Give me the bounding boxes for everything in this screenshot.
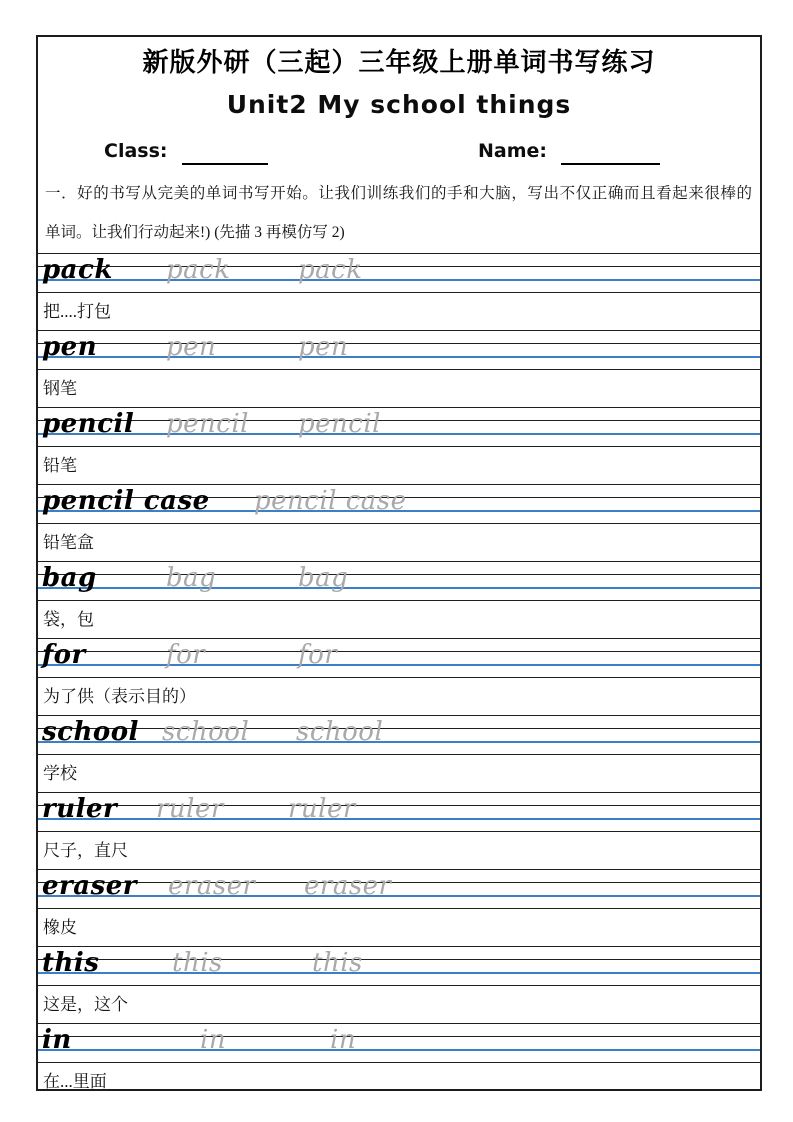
guide-line-baseline-blue — [38, 1049, 760, 1051]
handwriting-guide[interactable]: bag bag bag — [38, 561, 760, 601]
guide-line-top — [38, 253, 760, 254]
word-row-pencil-case — [38, 484, 760, 561]
word-meaning: 钢笔 — [43, 379, 77, 398]
word-row-pack — [38, 253, 760, 330]
handwriting-guide[interactable]: pencil case pencil case — [38, 484, 760, 524]
handwriting-guide[interactable]: eraser eraser eraser — [38, 869, 760, 909]
class-label: Class: — [104, 140, 168, 162]
word-row-in — [38, 1023, 760, 1091]
word-row-for — [38, 638, 760, 715]
guide-line-top — [38, 946, 760, 947]
guide-line-baseline-blue — [38, 818, 760, 820]
instructions-text — [45, 174, 752, 252]
guide-line-top — [38, 484, 760, 485]
guide-line-top — [38, 407, 760, 408]
guide-line-bottom — [38, 754, 760, 755]
handwriting-guide[interactable]: ruler ruler ruler — [38, 792, 760, 832]
handwriting-guide[interactable]: for for for — [38, 638, 760, 678]
guide-line-top — [38, 1023, 760, 1024]
guide-line-top — [38, 715, 760, 716]
guide-line-mid — [38, 728, 760, 729]
guide-line-top — [38, 792, 760, 793]
guide-line-bottom — [38, 369, 760, 370]
guide-line-bottom — [38, 985, 760, 986]
word-meaning: 铅笔 — [43, 456, 77, 475]
word-row-pen — [38, 330, 760, 407]
word-meaning: 铅笔盒 — [43, 533, 94, 552]
word-row-this — [38, 946, 760, 1023]
word-practice-list — [38, 253, 760, 1091]
guide-line-mid — [38, 420, 760, 421]
guide-line-mid — [38, 805, 760, 806]
guide-line-mid — [38, 343, 760, 344]
guide-line-bottom — [38, 446, 760, 447]
handwriting-guide[interactable]: this this this — [38, 946, 760, 986]
word-row-ruler — [38, 792, 760, 869]
handwriting-guide[interactable]: in in in — [38, 1023, 760, 1063]
class-field — [104, 140, 268, 162]
guide-line-top — [38, 561, 760, 562]
class-name-fields — [38, 136, 760, 162]
word-row-school — [38, 715, 760, 792]
unit-title: Unit2 My school things — [226, 90, 572, 119]
word-meaning: 把....打包 — [43, 302, 111, 321]
word-meaning: 这是，这个 — [43, 995, 128, 1014]
name-input-line[interactable] — [561, 147, 660, 165]
instructions-line-1: 一．好的书写从完美的单词书写开始。让我们训练我们的手和大脑，写出不仅正确而且看起来很棒的 — [45, 185, 752, 202]
guide-line-bottom — [38, 523, 760, 524]
guide-line-mid — [38, 574, 760, 575]
guide-line-baseline-blue — [38, 895, 760, 897]
guide-line-mid — [38, 1036, 760, 1037]
instructions-line-2: 单词。让我们行动起来!) (先描 3 再模仿写 2) — [45, 224, 345, 241]
word-meaning: 学校 — [43, 764, 77, 783]
guide-line-mid — [38, 651, 760, 652]
guide-line-mid — [38, 959, 760, 960]
guide-line-mid — [38, 266, 760, 267]
handwriting-guide[interactable]: pencil pencil pencil — [38, 407, 760, 447]
word-meaning: 尺子，直尺 — [43, 841, 128, 860]
handwriting-guide[interactable]: school school school — [38, 715, 760, 755]
guide-line-baseline-blue — [38, 587, 760, 589]
guide-line-bottom — [38, 677, 760, 678]
word-meaning: 橡皮 — [43, 918, 77, 937]
guide-line-baseline-blue — [38, 741, 760, 743]
guide-line-mid — [38, 882, 760, 883]
name-field — [478, 140, 660, 162]
guide-line-baseline-blue — [38, 279, 760, 281]
guide-line-bottom — [38, 1062, 760, 1063]
guide-line-bottom — [38, 292, 760, 293]
word-meaning: 袋，包 — [43, 610, 94, 629]
worksheet-title: 新版外研（三起）三年级上册单词书写练习 — [142, 47, 656, 77]
guide-line-top — [38, 330, 760, 331]
guide-line-bottom — [38, 600, 760, 601]
handwriting-guide[interactable]: pack pack pack — [38, 253, 760, 293]
word-meaning: 在...里面 — [43, 1072, 107, 1091]
guide-line-baseline-blue — [38, 433, 760, 435]
guide-line-baseline-blue — [38, 972, 760, 974]
worksheet-page — [36, 35, 762, 1091]
guide-line-bottom — [38, 908, 760, 909]
class-input-line[interactable] — [182, 147, 268, 165]
guide-line-bottom — [38, 831, 760, 832]
word-meaning: 为了供（表示目的） — [43, 687, 196, 706]
guide-line-baseline-blue — [38, 664, 760, 666]
name-label: Name: — [477, 140, 547, 162]
guide-line-baseline-blue — [38, 356, 760, 358]
word-row-pencil — [38, 407, 760, 484]
guide-line-top — [38, 869, 760, 870]
word-row-eraser — [38, 869, 760, 946]
guide-line-top — [38, 638, 760, 639]
word-row-bag — [38, 561, 760, 638]
handwriting-guide[interactable]: pen pen pen — [38, 330, 760, 370]
